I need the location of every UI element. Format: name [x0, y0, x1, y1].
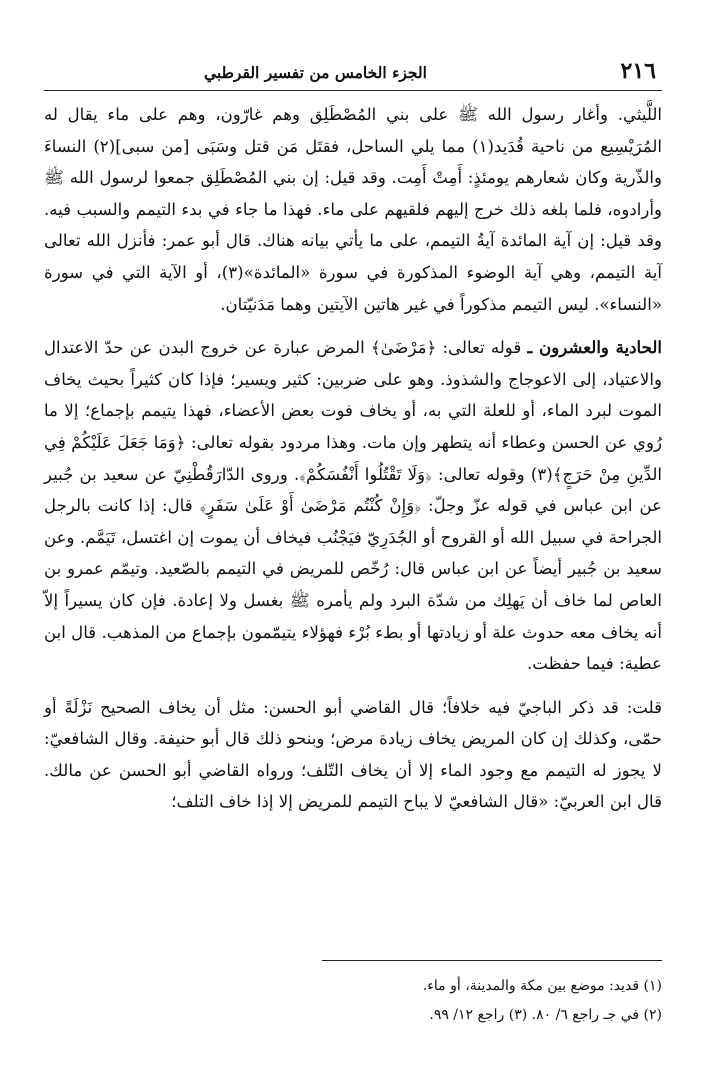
- running-title: الجزء الخامس من تفسير القرطبي: [204, 63, 427, 82]
- paragraph-text: اللَّيثي. وأغار رسول الله ﷺ على بني المُصْطَلِق وهم غارّون، وهم على ماء يقال له المُرَيْسِيع من ناحية قُدَيد(١) مما يلي الساحل، فقتَل مَن قتل وسَبَى [من سبى](٢) النساءَ والذّرية وكان شعارهم يومئذٍ: أَمِتْ أَمِت. وقد قيل: إن بني المُصْطَلِق جمعوا لرسول الله ﷺ وأرادوه، فلما بلغه ذلك خرج إليهم فلقيهم على ماء. فهذا ما جاء في بدء التيمم والسبب فيه. وقد قيل: إن آية المائدة آيةُ التيمم، على ما يأتي بيانه هناك. قال أبو عمر: فأنزل الله تعالى آية التيمم، وهي آية الوضوء المذكورة في سورة «المائدة»(٣)، أو الآية التي في سورة «النساء». ليس التيمم مذكوراً في غير هاتين الآيتين وهما مَدَنيّتان.: [44, 105, 662, 314]
- running-header: [44, 58, 662, 91]
- footnote: (١) قديد: موضع بين مكة والمدينة، أو ماء.: [422, 978, 662, 994]
- paragraph: [44, 99, 662, 320]
- main-text: [44, 99, 662, 818]
- footnote-separator: [322, 960, 662, 961]
- section-heading: الحادية والعشرون ـ: [527, 337, 662, 358]
- footnotes: [44, 972, 662, 1030]
- paragraph-text: قلت: قد ذكر الباجيّ فيه خلافاً؛ قال القاضي أبو الحسن: مثل أن يخاف الصحيح نَزْلَةً أو حمّى، وكذلك إن كان المريض يخاف زيادة مرض؛ وبنحو ذلك قال أبو حنيفة. وقال الشافعيّ: لا يجوز له التيمم مع وجود الماء إلا أن يخاف التّلف؛ ورواه القاضي أبو الحسن عن مالك. قال ابن العربيّ: «قال الشافعيّ لا يباح التيمم للمريض إلا إذا خاف التلف؛: [44, 697, 662, 812]
- paragraph: [44, 332, 662, 680]
- paragraph-text: قوله تعالى: ﴿مَرْضَىٰ﴾ المرض عبارة عن خروج البدن عن حدّ الاعتدال والاعتياد، إلى الاعوجاج والشذوذ. وهو على ضربين: كثير ويسير؛ فإذا كان كثيراً بحيث يخاف الموت لبرد الماء، أو للعلة التي به، أو يخاف فوت بعض الأعضاء، فهذا يتيمم بإجماع؛ إلا ما رُوي عن الحسن وعطاء أنه يتطهر وإن مات. وهذا مردود بقوله تعالى: ﴿وَمَا جَعَلَ عَلَيْكُمْ فِي الدِّينِ مِنْ حَرَجٍ﴾(٣) وقوله تعالى: ﴿وَلَا تَقْتُلُوا أَنْفُسَكُمْ﴾. وروى الدّارَقُطْنِيّ عن سعيد بن جُبير عن ابن عباس في قوله عزّ وجلّ: ﴿وَإِنْ كُنْتُم مَرْضَىٰ أَوْ عَلَىٰ سَفَرٍ﴾ قال: إذا كانت بالرجل الجراحة في سبيل الله أو القروح أو الجُدَرِيّ فيَجْنُب فيخاف أن يموت إن اغتسل، تَيَمَّم. وعن سعيد بن جُبير أيضاً عن ابن عباس قال: رُخّص للمريض في التيمم بالصّعيد. وتيمّم عمرو بن العاص لما خاف أن يَهلِك من شدّة البرد ولم يأمره ﷺ بغسل ولا إعادة. فإن كان يسيراً إلاّ أنه يخاف معه حدوث علة أو زيادتها أو بطء بُرْء فهؤلاء يتيمّمون بإجماع من المذهب. قال ابن عطية: فيما حفظت.: [44, 338, 662, 674]
- book-page: [44, 58, 662, 1072]
- paragraph: [44, 692, 662, 818]
- footnote: (٢) في جـ راجع ٦/ ٨٠. (٣) راجع ١٢/ ٩٩.: [429, 1007, 662, 1023]
- page-number: ٢١٦: [620, 58, 656, 84]
